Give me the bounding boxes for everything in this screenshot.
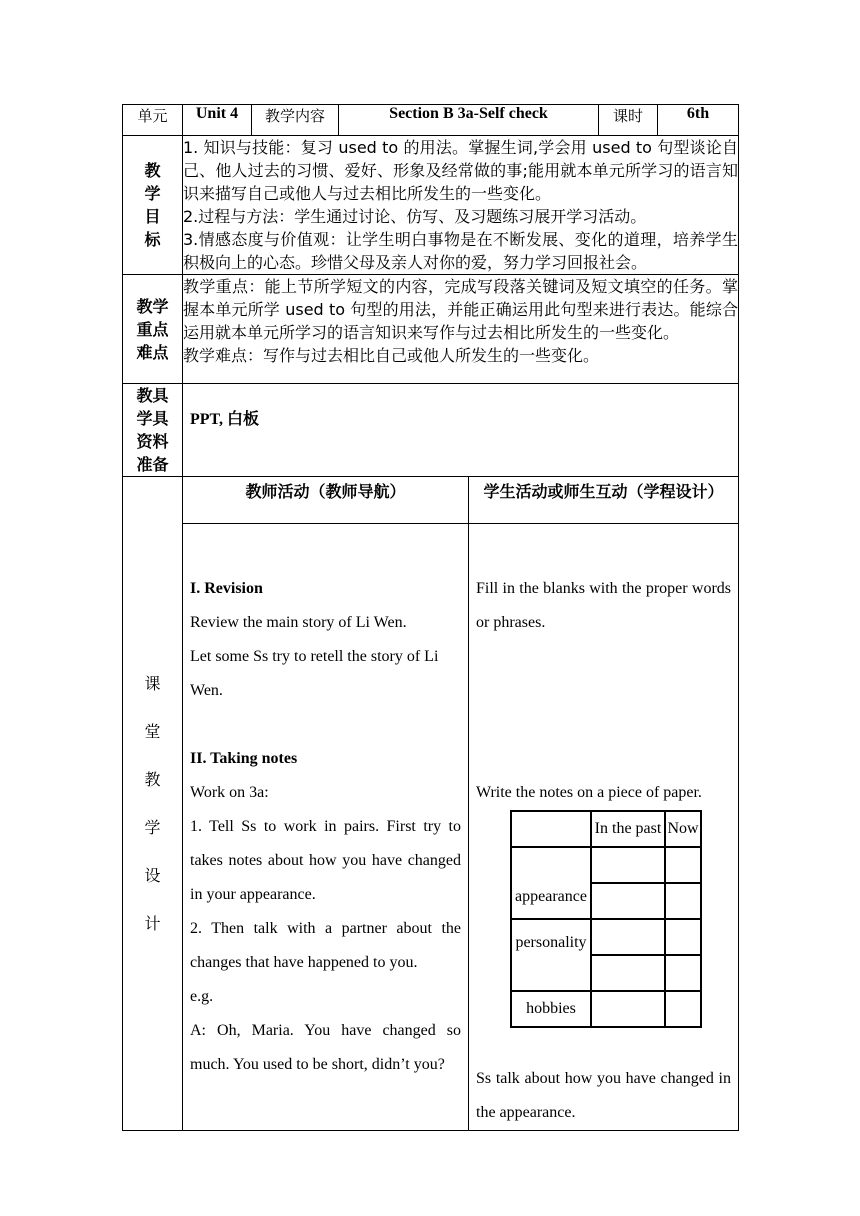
objective-item: 2.过程与方法：学生通过讨论、仿写、及习题练习展开学习活动。 xyxy=(183,207,647,226)
materials-value: PPT, 白板 xyxy=(183,384,739,477)
student-activity-header: 学生活动或师生互动（学程设计） xyxy=(469,477,739,524)
design-content-row xyxy=(123,524,739,1131)
header-row xyxy=(123,105,739,136)
key-points-label xyxy=(123,275,183,384)
revision-step: Review the main story of Li Wen. xyxy=(190,614,407,631)
objectives-row xyxy=(123,136,739,275)
notes-cell xyxy=(591,883,665,919)
notes-cell xyxy=(665,883,701,919)
objectives-label xyxy=(123,136,183,275)
work-on-text: Work on 3a: xyxy=(190,784,269,801)
period-label: 课时 xyxy=(599,105,658,136)
objectives-label-char: 教 xyxy=(144,161,161,180)
notes-cell xyxy=(591,955,665,991)
notes-cell xyxy=(591,847,665,883)
design-label-char: 教 xyxy=(144,769,161,789)
design-label-char: 学 xyxy=(144,817,161,837)
content-label: 教学内容 xyxy=(252,105,339,136)
teaching-focus: 教学重点：能上节所学短文的内容，完成写段落关键词及短文填空的任务。掌握本单元所学 used to 句型的用法，并能正确运用此句型来进行表达。能综合运用就本单元所学习的语言知识来写作与过去相比所发生的一些变化。 xyxy=(183,277,738,342)
notes-cell xyxy=(665,847,701,883)
key-points-row xyxy=(123,275,739,384)
objective-item: 3.情感态度与价值观：让学生明白事物是在不断发展、变化的道理，培养学生积极向上的心态。珍惜父母及亲人对你的爱，努力学习回报社会。 xyxy=(183,230,738,272)
revision-step: Let some Ss try to retell the story of Li Wen. xyxy=(190,648,439,699)
notes-corner-cell xyxy=(511,811,591,847)
design-label xyxy=(123,477,183,1131)
fill-blanks-text: Fill in the blanks with the proper words or phrases. xyxy=(476,580,731,631)
key-points-label-line: 教学 xyxy=(136,296,169,316)
notes-row-appearance: appearance xyxy=(511,847,591,919)
example-label: e.g. xyxy=(190,988,214,1005)
talk-text: Ss talk about how you have changed in the appearance. xyxy=(476,1070,731,1121)
teacher-activity-cell xyxy=(183,524,469,1131)
objectives-label-char: 学 xyxy=(144,184,161,203)
notes-cell xyxy=(665,919,701,955)
unit-label: 单元 xyxy=(123,105,183,136)
materials-label-line: 资料 xyxy=(136,432,169,451)
notes-step: 2. Then talk with a partner about the changes that have happened to you. xyxy=(190,920,461,971)
design-label-char: 计 xyxy=(144,913,161,933)
teaching-difficulty: 教学难点：写作与过去相比自己或他人所发生的一些变化。 xyxy=(183,346,600,365)
key-points-content xyxy=(183,275,739,384)
objectives-label-char: 标 xyxy=(144,230,161,249)
materials-row xyxy=(123,384,739,477)
notes-step: 1. Tell Ss to work in pairs. First try to takes notes about how you have changed in your appearance. xyxy=(190,818,461,903)
taking-notes-title: II. Taking notes xyxy=(190,750,298,767)
objectives-content xyxy=(183,136,739,275)
notes-cell xyxy=(665,991,701,1027)
design-header-row xyxy=(123,477,739,524)
notes-cell xyxy=(665,955,701,991)
content-value: Section B 3a-Self check xyxy=(339,105,599,136)
notes-col-past: In the past xyxy=(591,811,665,847)
notes-cell xyxy=(591,919,665,955)
objective-item: 1. 知识与技能：复习 used to 的用法。掌握生词,学会用 used to 句型谈论自己、他人过去的习惯、爱好、形象及经常做的事;能用就本单元所学习的语言知识来描写自己或他人与过去相比所发生的一些变化。 xyxy=(183,138,738,203)
key-points-label-line: 难点 xyxy=(136,342,169,362)
unit-value: Unit 4 xyxy=(183,105,252,136)
design-label-char: 堂 xyxy=(144,721,161,741)
period-value: 6th xyxy=(658,105,739,136)
teacher-activity-header: 教师活动（教师导航） xyxy=(183,477,469,524)
materials-label xyxy=(123,384,183,477)
notes-cell xyxy=(591,991,665,1027)
write-notes-text: Write the notes on a piece of paper. xyxy=(476,784,702,801)
revision-title: I. Revision xyxy=(190,580,263,597)
key-points-label-line: 重点 xyxy=(136,319,169,339)
notes-row-personality: personality xyxy=(511,919,591,991)
design-label-char: 设 xyxy=(144,865,161,885)
student-activity-cell xyxy=(469,524,739,1131)
notes-col-now: Now xyxy=(665,811,701,847)
design-label-char: 课 xyxy=(144,673,161,693)
notes-table xyxy=(510,810,702,1028)
materials-label-line: 学具 xyxy=(136,409,169,428)
objectives-label-char: 目 xyxy=(144,207,161,226)
materials-label-line: 准备 xyxy=(136,455,169,474)
materials-label-line: 教具 xyxy=(136,386,169,405)
notes-row-hobbies: hobbies xyxy=(511,991,591,1027)
lesson-plan-table xyxy=(122,104,739,1131)
example-dialog: A: Oh, Maria. You have changed so much. You used to be short, didn’t you? xyxy=(190,1022,461,1073)
